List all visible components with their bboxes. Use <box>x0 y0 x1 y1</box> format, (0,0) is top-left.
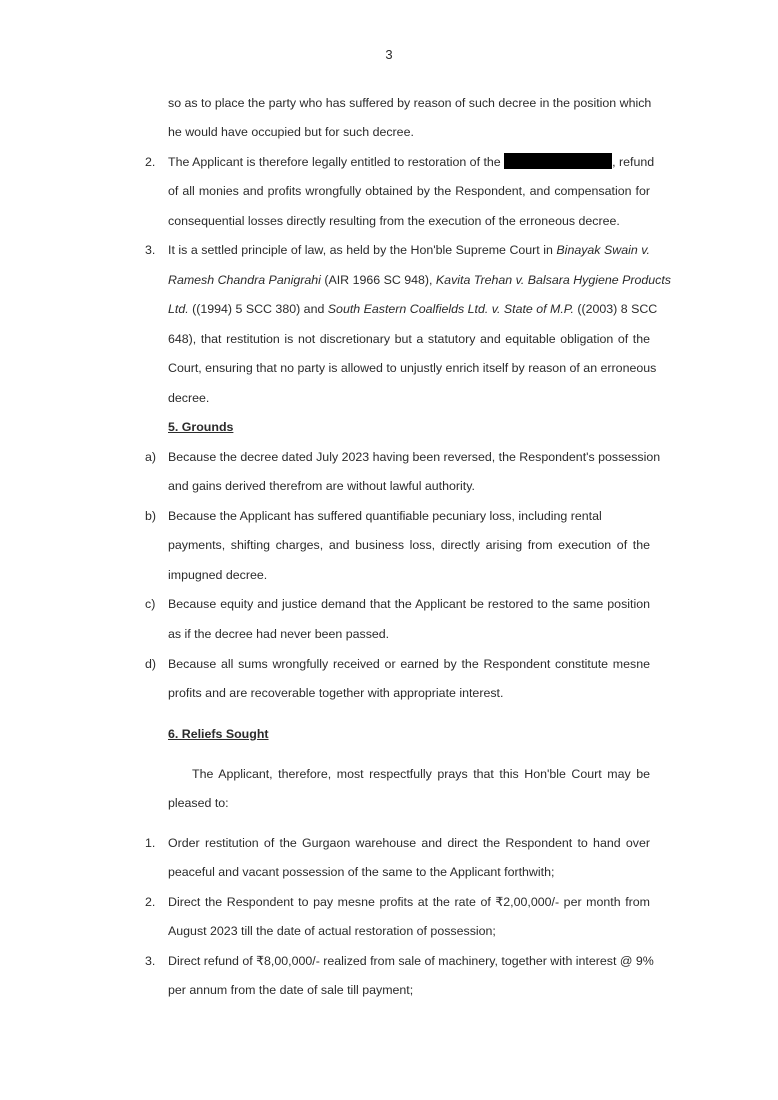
prayer-line: pleased to: <box>168 796 229 810</box>
relief-line: August 2023 till the date of actual restoration of possession; <box>168 924 496 938</box>
relief-line: peaceful and vacant possession of the same to the Applicant forthwith; <box>168 865 555 879</box>
prayer-line: The Applicant, therefore, most respectfully prays that this Hon'ble Court may be <box>192 767 650 781</box>
page-number: 3 <box>385 47 393 62</box>
section-heading: 5. Grounds <box>168 420 234 434</box>
ground-line: Because equity and justice demand that the Applicant be restored to the same position <box>168 597 650 611</box>
para2-line: consequential losses directly resulting from the execution of the erroneous decree. <box>168 214 620 228</box>
para3-line <box>168 271 671 289</box>
ground-line: as if the decree had never been passed. <box>168 627 390 641</box>
relief-number: 3. <box>145 954 156 968</box>
ground-line: impugned decree. <box>168 568 268 582</box>
para2-text: The Applicant is therefore legally entitled to restoration of the <box>168 155 501 169</box>
case-name: South Eastern Coalfields Ltd. v. State of M.P. <box>327 302 574 316</box>
para3-text: (AIR 1966 SC 948), <box>320 273 436 287</box>
relief-line: Direct refund of ₹8,00,000/- realized from sale of machinery, together with interest @ 9% <box>168 954 654 968</box>
para2-line: of all monies and profits wrongfully obtained by the Respondent, and compensation for <box>168 184 650 198</box>
para3-line <box>168 241 650 259</box>
ground-label: d) <box>145 657 157 671</box>
intro-line: he would have occupied but for such decree. <box>168 125 414 139</box>
ground-line: Because the Applicant has suffered quantifiable pecuniary loss, including rental <box>168 509 602 523</box>
redaction-box <box>504 153 612 169</box>
para3-line <box>168 300 658 318</box>
para2-text-after: , refund <box>612 155 655 169</box>
relief-number: 2. <box>145 895 156 909</box>
case-name: Kavita Trehan v. Balsara Hygiene Products <box>435 273 671 287</box>
relief-number: 1. <box>145 836 156 850</box>
case-name: Ltd. <box>168 302 189 316</box>
relief-line: Direct the Respondent to pay mesne profits at the rate of ₹2,00,000/- per month from <box>168 895 650 909</box>
ground-label: a) <box>145 450 157 464</box>
ground-label: c) <box>145 597 156 611</box>
case-name: Binayak Swain v. <box>556 243 650 257</box>
para2-line <box>168 153 655 171</box>
ground-line: payments, shifting charges, and business loss, directly arising from execution of the <box>168 538 650 552</box>
para3-text: It is a settled principle of law, as held by the Hon'ble Supreme Court in <box>168 243 557 257</box>
ground-line: Because the decree dated July 2023 having been reversed, the Respondent's possession <box>168 450 661 464</box>
ground-line: profits and are recoverable together with appropriate interest. <box>168 686 504 700</box>
ground-line: and gains derived therefrom are without lawful authority. <box>168 479 475 493</box>
para-number: 2. <box>145 155 156 169</box>
para3-text: ((1994) 5 SCC 380) and <box>188 302 328 316</box>
ground-line: Because all sums wrongfully received or earned by the Respondent constitute mesne <box>168 657 650 671</box>
case-name: Ramesh Chandra Panigrahi <box>168 273 321 287</box>
para3-line: 648), that restitution is not discretionary but a statutory and equitable obligation of the <box>168 332 650 346</box>
para-number: 3. <box>145 243 156 257</box>
para3-line: decree. <box>168 391 210 405</box>
para3-text: ((2003) 8 SCC <box>573 302 658 316</box>
para3-line: Court, ensuring that no party is allowed to unjustly enrich itself by reason of an erroneous <box>168 361 657 375</box>
relief-line: per annum from the date of sale till payment; <box>168 983 414 997</box>
intro-line: so as to place the party who has suffered by reason of such decree in the position which <box>168 96 652 110</box>
relief-line: Order restitution of the Gurgaon warehouse and direct the Respondent to hand over <box>168 836 650 850</box>
ground-label: b) <box>145 509 157 523</box>
section-heading: 6. Reliefs Sought <box>168 727 269 741</box>
